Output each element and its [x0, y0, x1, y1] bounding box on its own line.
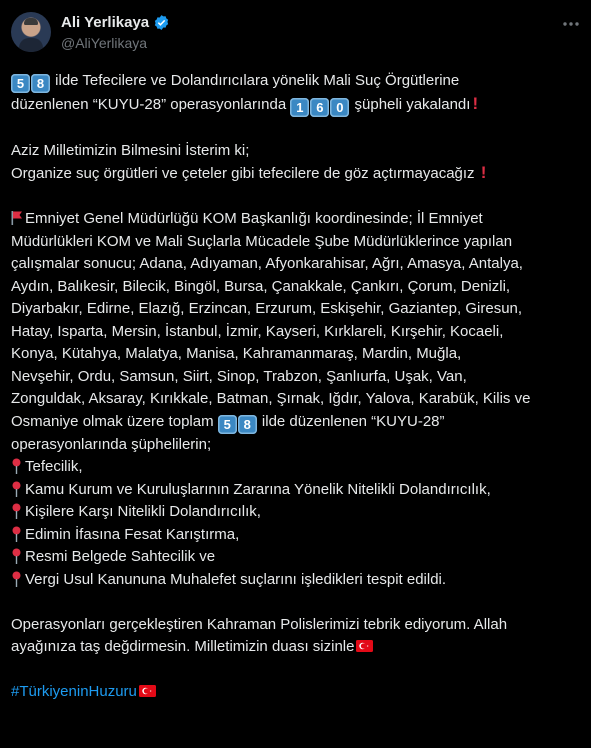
tweet-text: operasyonlarında şüphelilerin; — [11, 435, 212, 453]
exclamation-icon: ! — [472, 94, 479, 113]
tweet-text: çalışmalar sonucu; Adana, Adıyaman, Afyonkarahisar, Ağrı, Amasya, Antalya, — [11, 255, 523, 272]
round-pushpin-icon — [11, 458, 22, 474]
tweet-line-4 — [11, 162, 581, 186]
round-pushpin-icon — [11, 548, 22, 564]
crime-item — [11, 546, 581, 569]
hashtag-link[interactable]: #TürkiyeninHuzuru — [11, 683, 137, 700]
avatar[interactable] — [11, 12, 51, 52]
crime-text: Kamu Kurum ve Kuruluşlarının Zararına Yönelik Nitelikli Dolandırıcılık, — [25, 480, 491, 498]
keycap-digit: 1 — [290, 98, 309, 117]
turkey-flag-icon — [356, 640, 373, 652]
keycap-digit: 5 — [218, 415, 237, 434]
tweet-text: Operasyonları gerçekleştiren Kahraman Polislerimizi tebrik ediyorum. Allah — [11, 615, 508, 633]
red-flag-icon — [11, 211, 23, 225]
crime-text: Edimin İfasına Fesat Karıştırma, — [25, 525, 240, 543]
tweet-line-2 — [11, 93, 581, 117]
tweet-text: Osmaniye olmak üzere toplam — [11, 412, 218, 430]
crime-text: Kişilere Karşı Nitelikli Dolandırıcılık, — [25, 503, 261, 520]
tweet-text: Nevşehir, Ordu, Samsun, Siirt, Sinop, Trabzon, Şanlıurfa, Uşak, Van, — [11, 367, 467, 385]
tweet-text: Aziz Milletimizin Bilmesini İsterim ki; — [11, 141, 250, 159]
more-options-icon[interactable] — [561, 16, 581, 32]
tweet-line-1 — [11, 70, 581, 93]
round-pushpin-icon — [11, 481, 22, 497]
crime-item — [11, 524, 581, 547]
tweet-text: şüpheli yakalandı — [350, 96, 471, 113]
crime-text: Tefecilik, — [25, 458, 83, 475]
tweet-text: ilde Tefecilere ve Dolandırıcılara yönelik Mali Suç Örgütlerine — [51, 72, 460, 89]
crime-item — [11, 479, 581, 502]
crime-item — [11, 456, 581, 479]
crime-item — [11, 569, 581, 592]
keycap-digit: 6 — [310, 98, 329, 117]
verified-badge-icon — [153, 14, 170, 31]
tweet-text: Konya, Kütahya, Malatya, Manisa, Kahramanmaraş, Mardin, Muğla, — [11, 345, 462, 362]
round-pushpin-icon — [11, 571, 22, 587]
tweet-text: düzenlenen “KUYU-28” operasyonlarında — [11, 96, 291, 113]
tweet-line-hashtag — [11, 681, 581, 704]
tweet-line-closing — [11, 636, 581, 659]
crime-text: Vergi Usul Kanununa Muhalefet suçlarını işledikleri tespit edildi. — [25, 570, 447, 588]
exclamation-icon: ! — [480, 163, 487, 182]
tweet-text: Hatay, Isparta, Mersin, İstanbul, İzmir, Kayseri, Kırklareli, Kırşehir, Kocaeli, — [11, 322, 504, 340]
tweet-text: Zonguldak, Aksaray, Kırıkkale, Batman, Şırnak, Iğdır, Yalova, Karabük, Kilis ve — [11, 390, 531, 407]
author-name-row[interactable] — [61, 14, 170, 31]
tweet-text: Organize suç örgütleri ve çeteler gibi tefecilere de göz açtırmayacağız — [11, 165, 479, 182]
round-pushpin-icon — [11, 503, 22, 519]
tweet-text: Aydın, Balıkesir, Bilecik, Bingöl, Bursa, Çanakkale, Çankırı, Çorum, Denizli, — [11, 277, 511, 295]
tweet-text: ayağınıza taş değdirmesin. Milletimizin duası sizinle — [11, 638, 355, 655]
tweet-text: Diyarbakır, Edirne, Elazığ, Erzincan, Erzurum, Eskişehir, Gaziantep, Giresun, — [11, 300, 523, 317]
round-pushpin-icon — [11, 526, 22, 542]
turkey-flag-icon — [139, 685, 156, 697]
keycap-digit: 8 — [238, 415, 257, 434]
tweet-text: Müdürlükleri KOM ve Mali Suçlarla Mücadele Şube Müdürlüklerince yapılan — [11, 232, 513, 250]
crime-item — [11, 501, 581, 524]
author-handle[interactable]: @AliYerlikaya — [61, 35, 148, 51]
tweet-header — [11, 12, 581, 56]
tweet-line-total — [11, 411, 581, 434]
tweet-body — [11, 70, 581, 704]
keycap-digit: 8 — [31, 74, 50, 93]
tweet-text: Emniyet Genel Müdürlüğü KOM Başkanlığı koordinesinde; İl Emniyet — [25, 210, 483, 227]
tweet-line-flag — [11, 208, 581, 231]
crime-text: Resmi Belgede Sahtecilik ve — [25, 548, 216, 565]
keycap-digit: 0 — [330, 98, 349, 117]
author-display-name[interactable]: Ali Yerlikaya — [61, 14, 150, 31]
tweet-text: ilde düzenlenen “KUYU-28” — [257, 412, 445, 430]
keycap-digit: 5 — [11, 74, 30, 93]
